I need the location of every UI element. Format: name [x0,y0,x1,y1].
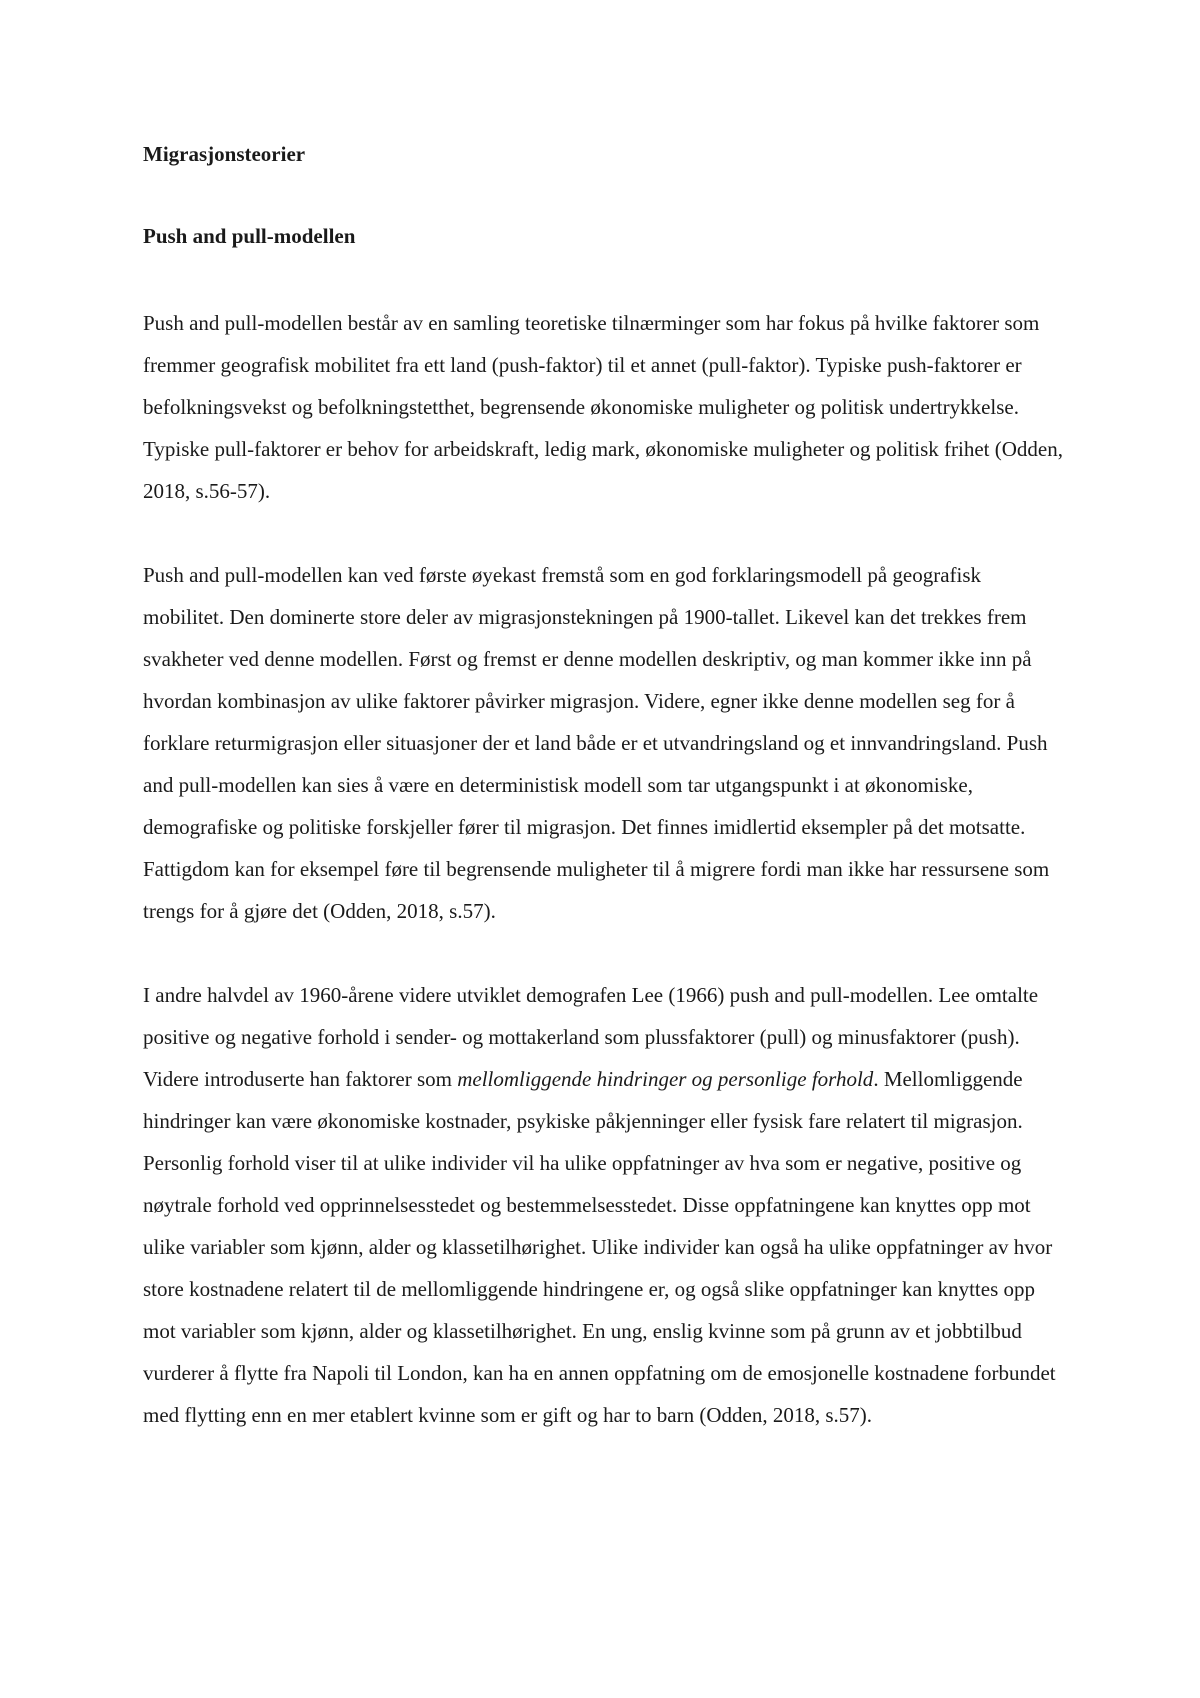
paragraph-3-italic-term: mellomliggende hindringer og personlige forhold [457,1067,874,1091]
document-title: Migrasjonsteorier [143,142,306,166]
paragraph-2: Push and pull-modellen kan ved første øyekast fremstå som en god forklaringsmodell på geografisk mobilitet. Den dominerte store deler av migrasjonstekningen på 1900-tallet. Likevel kan det trekkes frem svakheter ved denne modellen. Først og fremst er denne modellen deskriptiv, og man kommer ikke inn på hvordan kombinasjon av ulike faktorer påvirker migrasjon. Videre, egner ikke denne modellen seg for å forklare returmigrasjon eller situasjoner der et land både er et utvandringsland og et innvandringsland. Push and pull-modellen kan sies å være en deterministisk modell som tar utgangspunkt i at økonomiske, demografiske og politiske forskjeller fører til migrasjon. Det finnes imidlertid eksempler på det motsatte. Fattigdom kan for eksempel føre til begrensende muligheter til å migrere fordi man ikke har ressursene som trengs for å gjøre det (Odden, 2018, s.57). [143,563,1050,923]
paragraph-3-text-end: . Mellomliggende hindringer kan være økonomiske kostnader, psykiske påkjenninger eller fysisk fare relatert til migrasjon. Personlig forhold viser til at ulike individer vil ha ulike oppfatninger av hva som er negative, positive og nøytrale forhold ved opprinnelsesstedet og bestemmelsesstedet. Disse oppfatningene kan knyttes opp mot ulike variabler som kjønn, alder og klassetilhørighet. Ulike individer kan også ha ulike oppfatninger av hvor store kostnadene relatert til de mellomliggende hindringene er, og også slike oppfatninger kan knyttes opp mot variabler som kjønn, alder og klassetilhørighet. En ung, enslig kvinne som på grunn av et jobbtilbud vurderer å flytte fra Napoli til London, kan ha en annen oppfatning om de emosjonelle kostnadene forbundet med flytting enn en mer etablert kvinne som er gift og har to barn (Odden, 2018, s.57). [143,1067,1056,1427]
paragraph-1: Push and pull-modellen består av en samling teoretiske tilnærminger som har fokus på hvilke faktorer som fremmer geografisk mobilitet fra ett land (push-faktor) til et annet (pull-faktor). Typiske push-faktorer er befolkningsvekst og befolkningstetthet, begrensende økonomiske muligheter og politisk undertrykkelse. Typiske pull-faktorer er behov for arbeidskraft, ledig mark, økonomiske muligheter og politisk frihet (Odden, 2018, s.56-57). [143,311,1063,503]
document-body [143,140,1063,1436]
paragraph-3 [143,974,1063,1436]
paragraph-3-text-start: I andre halvdel av 1960-årene videre utviklet demografen Lee (1966) push and pull-modellen. Lee omtalte positive og negative forhold i sender- og mottakerland som plussfaktorer (pull) og minusfaktorer (push). Videre introduserte han faktorer som [143,983,1039,1091]
section-heading: Push and pull-modellen [143,224,356,248]
